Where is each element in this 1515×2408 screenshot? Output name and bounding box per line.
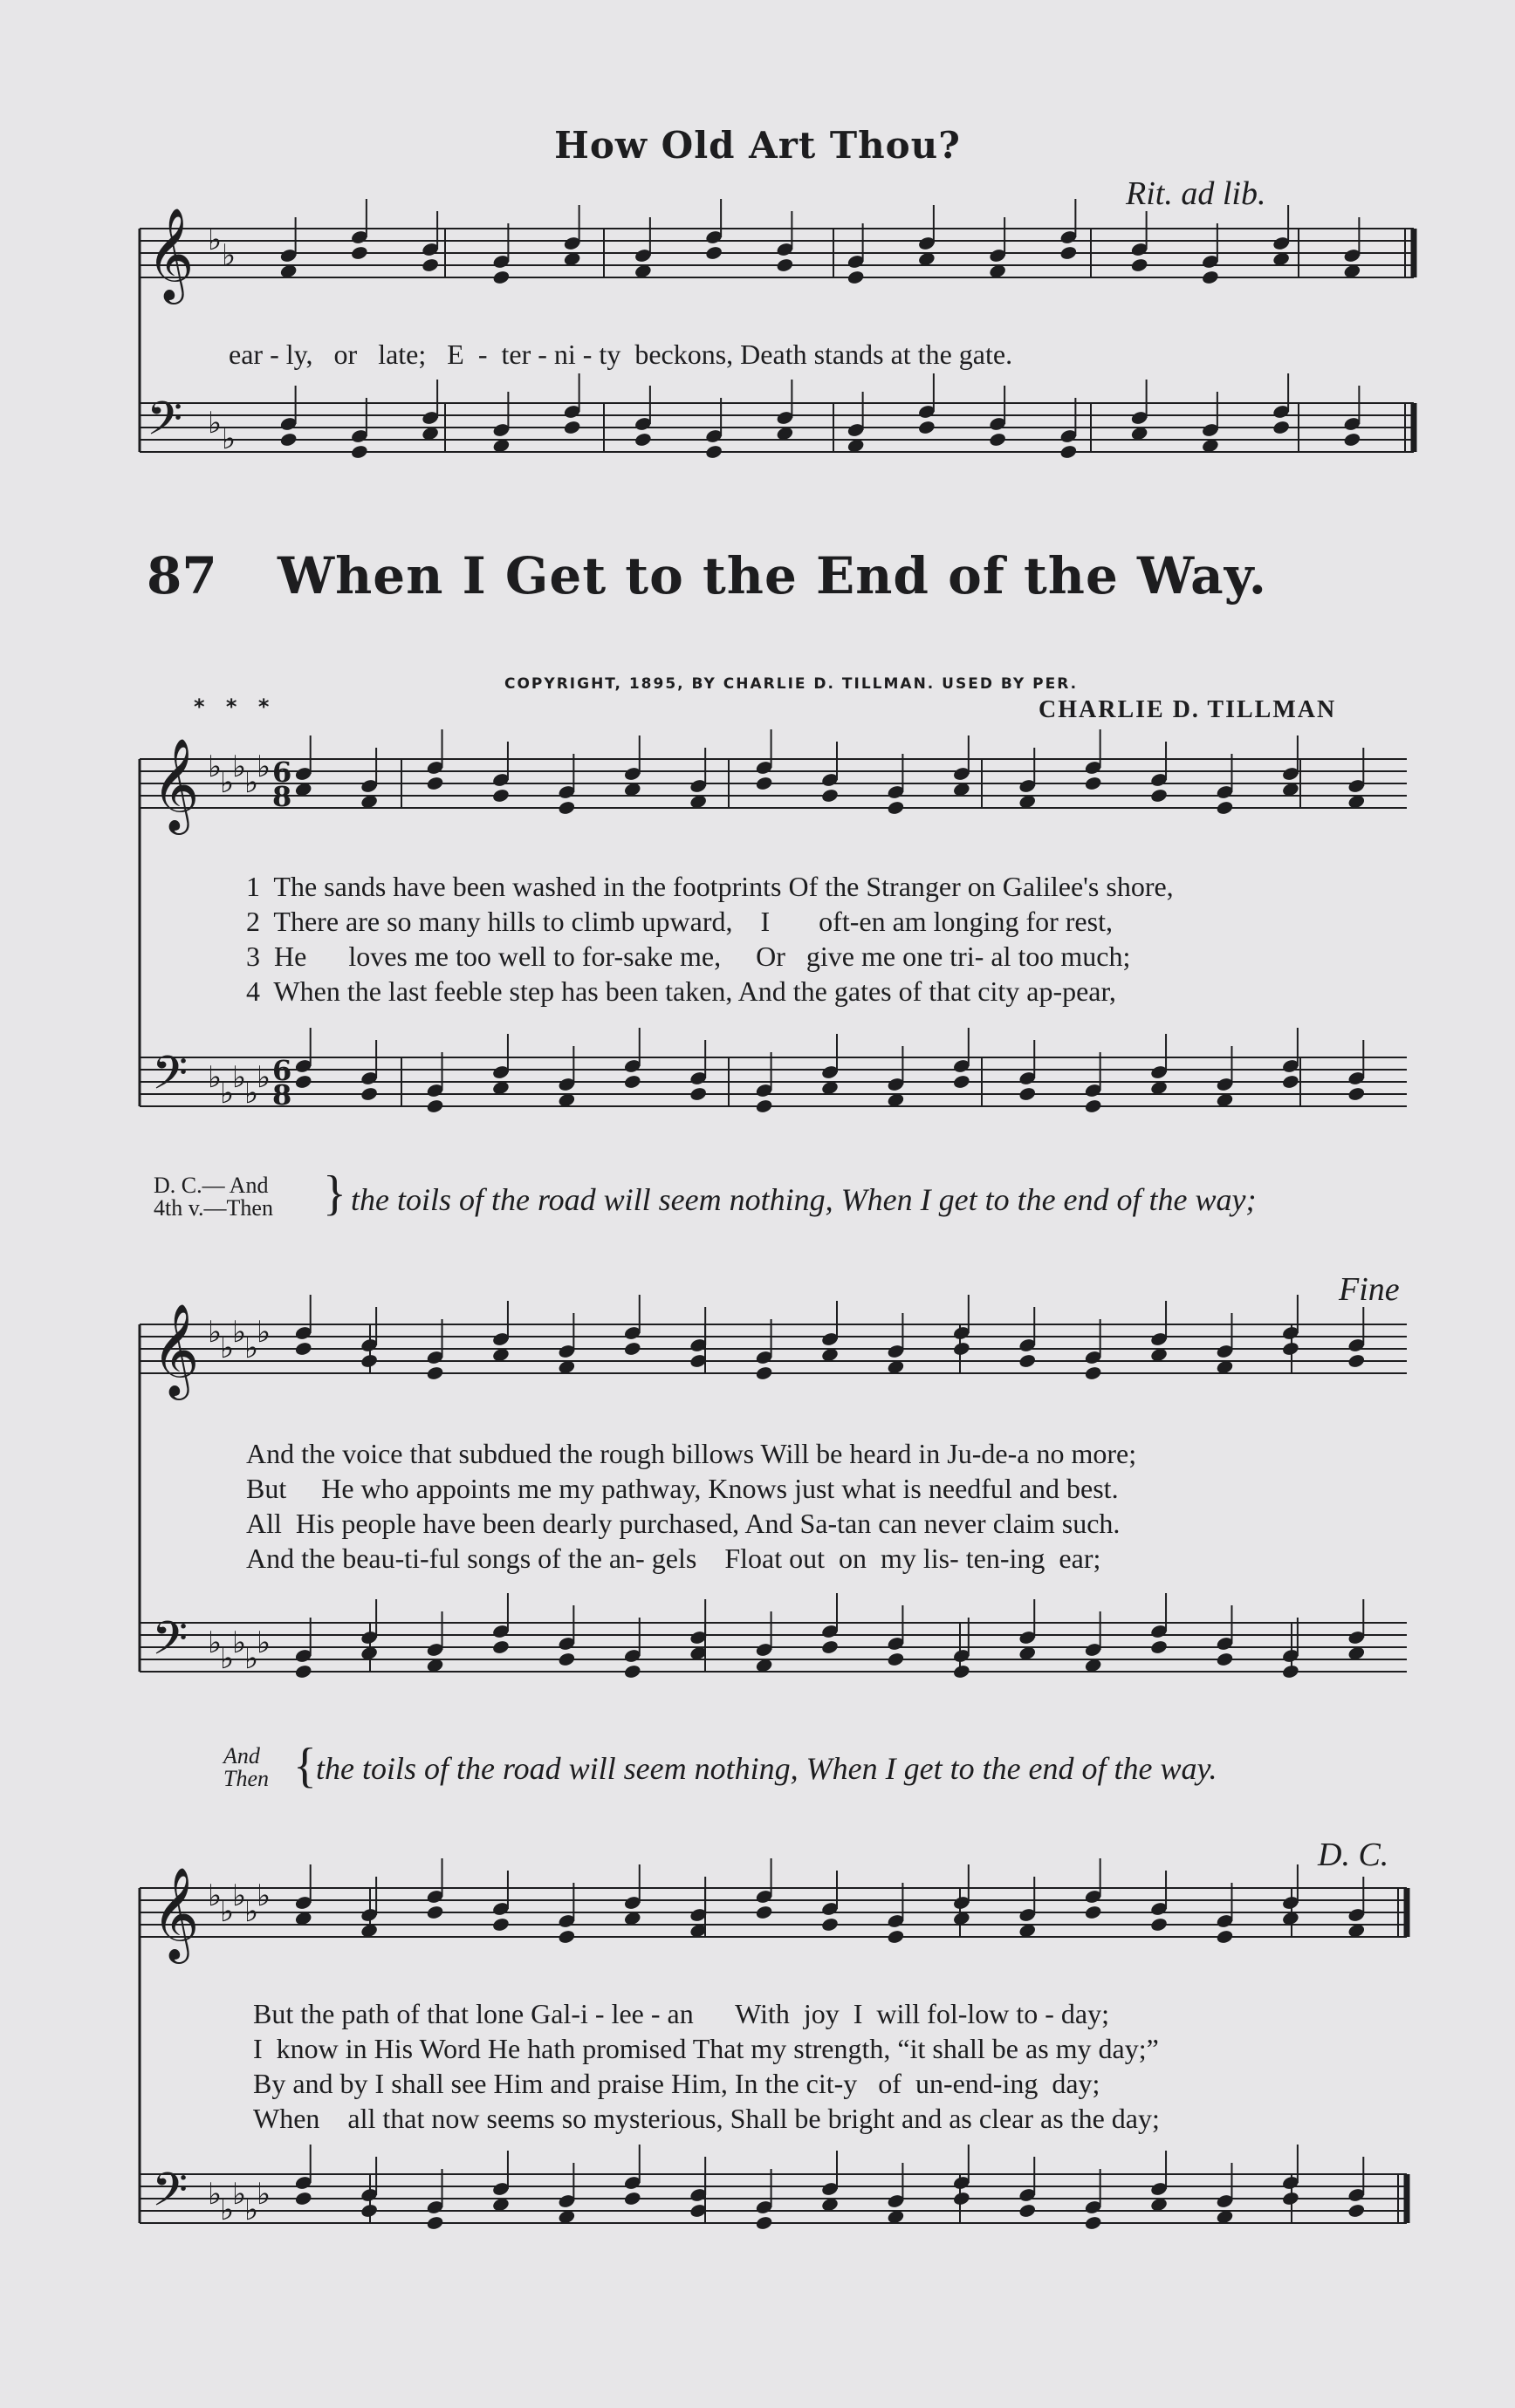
system2-treble-note xyxy=(360,1353,378,1369)
system3-bass-clef-icon: 𝄢 xyxy=(152,2164,189,2228)
system3-treble-note xyxy=(755,1905,773,1920)
system3-flat-icon: ♭ xyxy=(257,1878,271,1913)
system2-treble-note xyxy=(1018,1353,1037,1369)
system2-flat-icon: ♭ xyxy=(232,1625,247,1660)
prev-system-bass-note xyxy=(704,444,723,460)
system1-treble-time-signature: 8 xyxy=(272,780,292,813)
system3-bass-note xyxy=(1084,2215,1102,2231)
system2-flat-icon: ♭ xyxy=(257,1315,271,1350)
system3-treble-note xyxy=(558,1929,576,1945)
refrain-a-brace: } xyxy=(323,1166,346,1221)
prev-system-flat-icon: ♭ xyxy=(222,421,237,456)
prev-system-flat-icon: ♭ xyxy=(208,406,223,441)
verse-line: And the voice that subdued the rough billows Will be heard in Ju-de-a no more; xyxy=(246,1438,1137,1469)
system2-verses xyxy=(246,1436,1136,1576)
composer-credit: CHARLIE D. TILLMAN xyxy=(1039,696,1337,723)
verse-line: I know in His Word He hath promised That my strength, “it shall be as my day;” xyxy=(253,2033,1159,2064)
system1-flat-icon: ♭ xyxy=(232,1060,247,1095)
system1-flat-icon: ♭ xyxy=(208,1060,223,1095)
system1-bass-note xyxy=(1347,1086,1366,1102)
system2-bass-note xyxy=(623,1664,641,1679)
system2-flat-icon: ♭ xyxy=(220,1641,235,1676)
system3-bass-note xyxy=(294,2191,312,2206)
stars-marker: * * * xyxy=(194,694,277,719)
prev-system-treble-note xyxy=(421,257,439,273)
system2-treble-clef-icon: 𝄞 xyxy=(152,1303,200,1396)
system3-flat-icon: ♭ xyxy=(220,2193,235,2227)
prev-system-treble-clef-icon: 𝄞 xyxy=(147,207,195,300)
system1-flat-icon: ♭ xyxy=(232,749,247,784)
dc-marker: D. C. xyxy=(1318,1837,1389,1873)
system3-bass-note xyxy=(1281,2191,1299,2206)
system1-treble-note xyxy=(887,800,905,816)
system3-bass-note xyxy=(952,2191,970,2206)
refrain-b-brace: { xyxy=(293,1739,317,1793)
system1-flat-icon: ♭ xyxy=(257,1060,271,1095)
system1-flat-icon: ♭ xyxy=(220,765,235,800)
system3-treble-note xyxy=(1149,1917,1168,1933)
prev-system-bass-note xyxy=(279,432,298,448)
verse-line: 1 The sands have been washed in the footprints Of the Stranger on Galilee's shore, xyxy=(246,871,1174,902)
system1-treble-note xyxy=(1216,800,1234,816)
system1-treble-note xyxy=(1149,788,1168,804)
verse-line: 2 There are so many hills to climb upward, I oft-en am longing for rest, xyxy=(246,906,1113,937)
prev-system-treble-note xyxy=(1201,270,1219,285)
prev-system-bass-note xyxy=(634,432,652,448)
system3-flat-icon: ♭ xyxy=(220,1894,235,1929)
system2-treble-note xyxy=(755,1365,773,1381)
system1-bass-note xyxy=(689,1086,707,1102)
system1-treble-note xyxy=(558,800,576,816)
prev-system-treble-note xyxy=(1130,257,1148,273)
system3-treble-clef-icon: 𝄞 xyxy=(152,1866,200,1960)
system1-flat-icon: ♭ xyxy=(208,749,223,784)
system3-flat-icon: ♭ xyxy=(208,1878,223,1913)
system3-flat-icon: ♭ xyxy=(232,1878,247,1913)
previous-hymn-title: How Old Art Thou? xyxy=(554,124,961,167)
tempo-marking: Rit. ad lib. xyxy=(1126,175,1266,212)
system1-treble-time-signature: 6 xyxy=(272,756,292,789)
system2-bass-clef-icon: 𝄢 xyxy=(152,1612,189,1677)
prev-system-bass-note xyxy=(1059,444,1078,460)
prev-system-bass-note xyxy=(1272,420,1290,435)
system1-bass-note xyxy=(952,1074,970,1090)
system2-treble-note xyxy=(294,1341,312,1357)
system2-bass-note xyxy=(820,1639,839,1655)
system2-bass-note xyxy=(1281,1664,1299,1679)
system3-bass-note xyxy=(623,2191,641,2206)
prev-system-flat-icon: ♭ xyxy=(222,238,237,273)
prev-system-flat-icon: ♭ xyxy=(208,222,223,257)
system1-verses xyxy=(246,869,1174,1009)
system3-verses xyxy=(253,1996,1160,2136)
prev-system-treble-note xyxy=(350,245,368,261)
system2-bass-note xyxy=(294,1664,312,1679)
system1-treble-note xyxy=(426,776,444,791)
system1-bass-note xyxy=(623,1074,641,1090)
system1-bass-note xyxy=(360,1086,378,1102)
system2-flat-icon: ♭ xyxy=(244,1331,259,1365)
system1-bass-time-signature: 6 xyxy=(272,1054,292,1087)
system2-flat-icon: ♭ xyxy=(208,1625,223,1660)
prev-system-treble-note xyxy=(776,257,794,273)
refrain-b-text: the toils of the road will seem nothing, When I get to the end of the way. xyxy=(316,1751,1217,1786)
system2-treble-note xyxy=(623,1341,641,1357)
system3-flat-icon: ♭ xyxy=(232,2177,247,2212)
system2-bass-note xyxy=(1149,1639,1168,1655)
system3-bass-note xyxy=(1018,2203,1037,2219)
system1-bass-note xyxy=(1084,1098,1102,1114)
system1-bass-time-signature: 8 xyxy=(272,1078,292,1112)
system1-flat-icon: ♭ xyxy=(257,749,271,784)
system2-bass-note xyxy=(558,1652,576,1667)
refrain-a-label-bottom: 4th v.—Then xyxy=(154,1195,273,1221)
prev-system-bass-note xyxy=(1343,432,1361,448)
system1-treble-note xyxy=(755,776,773,791)
system1-flat-icon: ♭ xyxy=(244,1076,259,1111)
system2-treble-note xyxy=(1281,1341,1299,1357)
fine-marker: Fine xyxy=(1339,1271,1400,1308)
system2-treble-note xyxy=(1347,1353,1366,1369)
verse-line: 4 When the last feeble step has been taken, And the gates of that city ap-pear, xyxy=(246,975,1116,1007)
system1-bass-note xyxy=(1281,1074,1299,1090)
hymn-number: 87 xyxy=(147,546,217,605)
system1-treble-note xyxy=(491,788,510,804)
system1-flat-icon: ♭ xyxy=(220,1076,235,1111)
refrain-a-text: the toils of the road will seem nothing, When I get to the end of the way; xyxy=(351,1182,1257,1217)
system3-treble-note xyxy=(491,1917,510,1933)
previous-hymn-lyric-line: ear - ly, or late; E - ter - ni - ty beckons, Death stands at the gate. xyxy=(229,339,1013,370)
prev-system-bass-clef-icon: 𝄢 xyxy=(147,393,183,457)
verse-line: But the path of that lone Gal-i - lee - an With joy I will fol-low to - day; xyxy=(253,1998,1110,2029)
prev-system-treble-note xyxy=(492,270,511,285)
prev-system-treble-note xyxy=(847,270,865,285)
system1-bass-note xyxy=(426,1098,444,1114)
refrain-a-label-top: D. C.— And xyxy=(154,1173,269,1198)
system3-treble-note xyxy=(426,1905,444,1920)
system2-flat-icon: ♭ xyxy=(220,1331,235,1365)
verse-line: By and by I shall see Him and praise Him, In the cit-y of un-end-ing day; xyxy=(253,2068,1100,2099)
system2-treble-note xyxy=(1084,1365,1102,1381)
system3-bass-note xyxy=(360,2203,378,2219)
verse-line: 3 He loves me too well to for-sake me, Or give me one tri- al too much; xyxy=(246,941,1131,972)
system3-treble-note xyxy=(887,1929,905,1945)
system2-bass-note xyxy=(952,1664,970,1679)
system2-flat-icon: ♭ xyxy=(232,1315,247,1350)
refrain-a-label xyxy=(154,1174,273,1220)
system3-treble-note xyxy=(1216,1929,1234,1945)
system3-flat-icon: ♭ xyxy=(244,2193,259,2227)
verse-line: When all that now seems so mysterious, Shall be bright and as clear as the day; xyxy=(253,2103,1160,2134)
system1-treble-note xyxy=(820,788,839,804)
prev-system-treble-note xyxy=(704,245,723,261)
system3-flat-icon: ♭ xyxy=(244,1894,259,1929)
system2-treble-note xyxy=(426,1365,444,1381)
system2-bass-note xyxy=(1216,1652,1234,1667)
verse-line: All His people have been dearly purchased, And Sa-tan can never claim such. xyxy=(246,1508,1121,1539)
system3-flat-icon: ♭ xyxy=(257,2177,271,2212)
system2-bass-note xyxy=(491,1639,510,1655)
system2-treble-note xyxy=(952,1341,970,1357)
prev-system-bass-note xyxy=(917,420,936,435)
system3-treble-note xyxy=(820,1917,839,1933)
system1-bass-note xyxy=(755,1098,773,1114)
system1-treble-clef-icon: 𝄞 xyxy=(152,737,200,831)
system1-bass-note xyxy=(294,1074,312,1090)
prev-system-treble-note xyxy=(1059,245,1078,261)
system2-flat-icon: ♭ xyxy=(208,1315,223,1350)
refrain-b-label-bottom: Then xyxy=(223,1766,269,1791)
system1-treble-note xyxy=(1084,776,1102,791)
system1-bass-note xyxy=(1018,1086,1037,1102)
copyright-notice: COPYRIGHT, 1895, BY CHARLIE D. TILLMAN. USED BY PER. xyxy=(504,675,1079,693)
system3-flat-icon: ♭ xyxy=(208,2177,223,2212)
system3-treble-note xyxy=(1084,1905,1102,1920)
system2-flat-icon: ♭ xyxy=(244,1641,259,1676)
prev-system-bass-note xyxy=(988,432,1006,448)
verse-line: But He who appoints me my pathway, Knows just what is needful and best. xyxy=(246,1473,1119,1504)
prev-system-bass-note xyxy=(563,420,581,435)
system3-bass-note xyxy=(426,2215,444,2231)
system1-flat-icon: ♭ xyxy=(244,765,259,800)
hymn-title: When I Get to the End of the Way. xyxy=(278,546,1267,605)
system2-bass-note xyxy=(887,1652,905,1667)
prev-system-bass-note xyxy=(350,444,368,460)
system3-bass-note xyxy=(755,2215,773,2231)
verse-line: And the beau-ti-ful songs of the an- gels Float out on my lis- ten-ing ear; xyxy=(246,1543,1101,1574)
system2-flat-icon: ♭ xyxy=(257,1625,271,1660)
refrain-b-label xyxy=(223,1745,269,1790)
system1-bass-clef-icon: 𝄢 xyxy=(152,1047,189,1112)
system3-bass-note xyxy=(1347,2203,1366,2219)
refrain-b-label-top: And xyxy=(223,1743,260,1768)
